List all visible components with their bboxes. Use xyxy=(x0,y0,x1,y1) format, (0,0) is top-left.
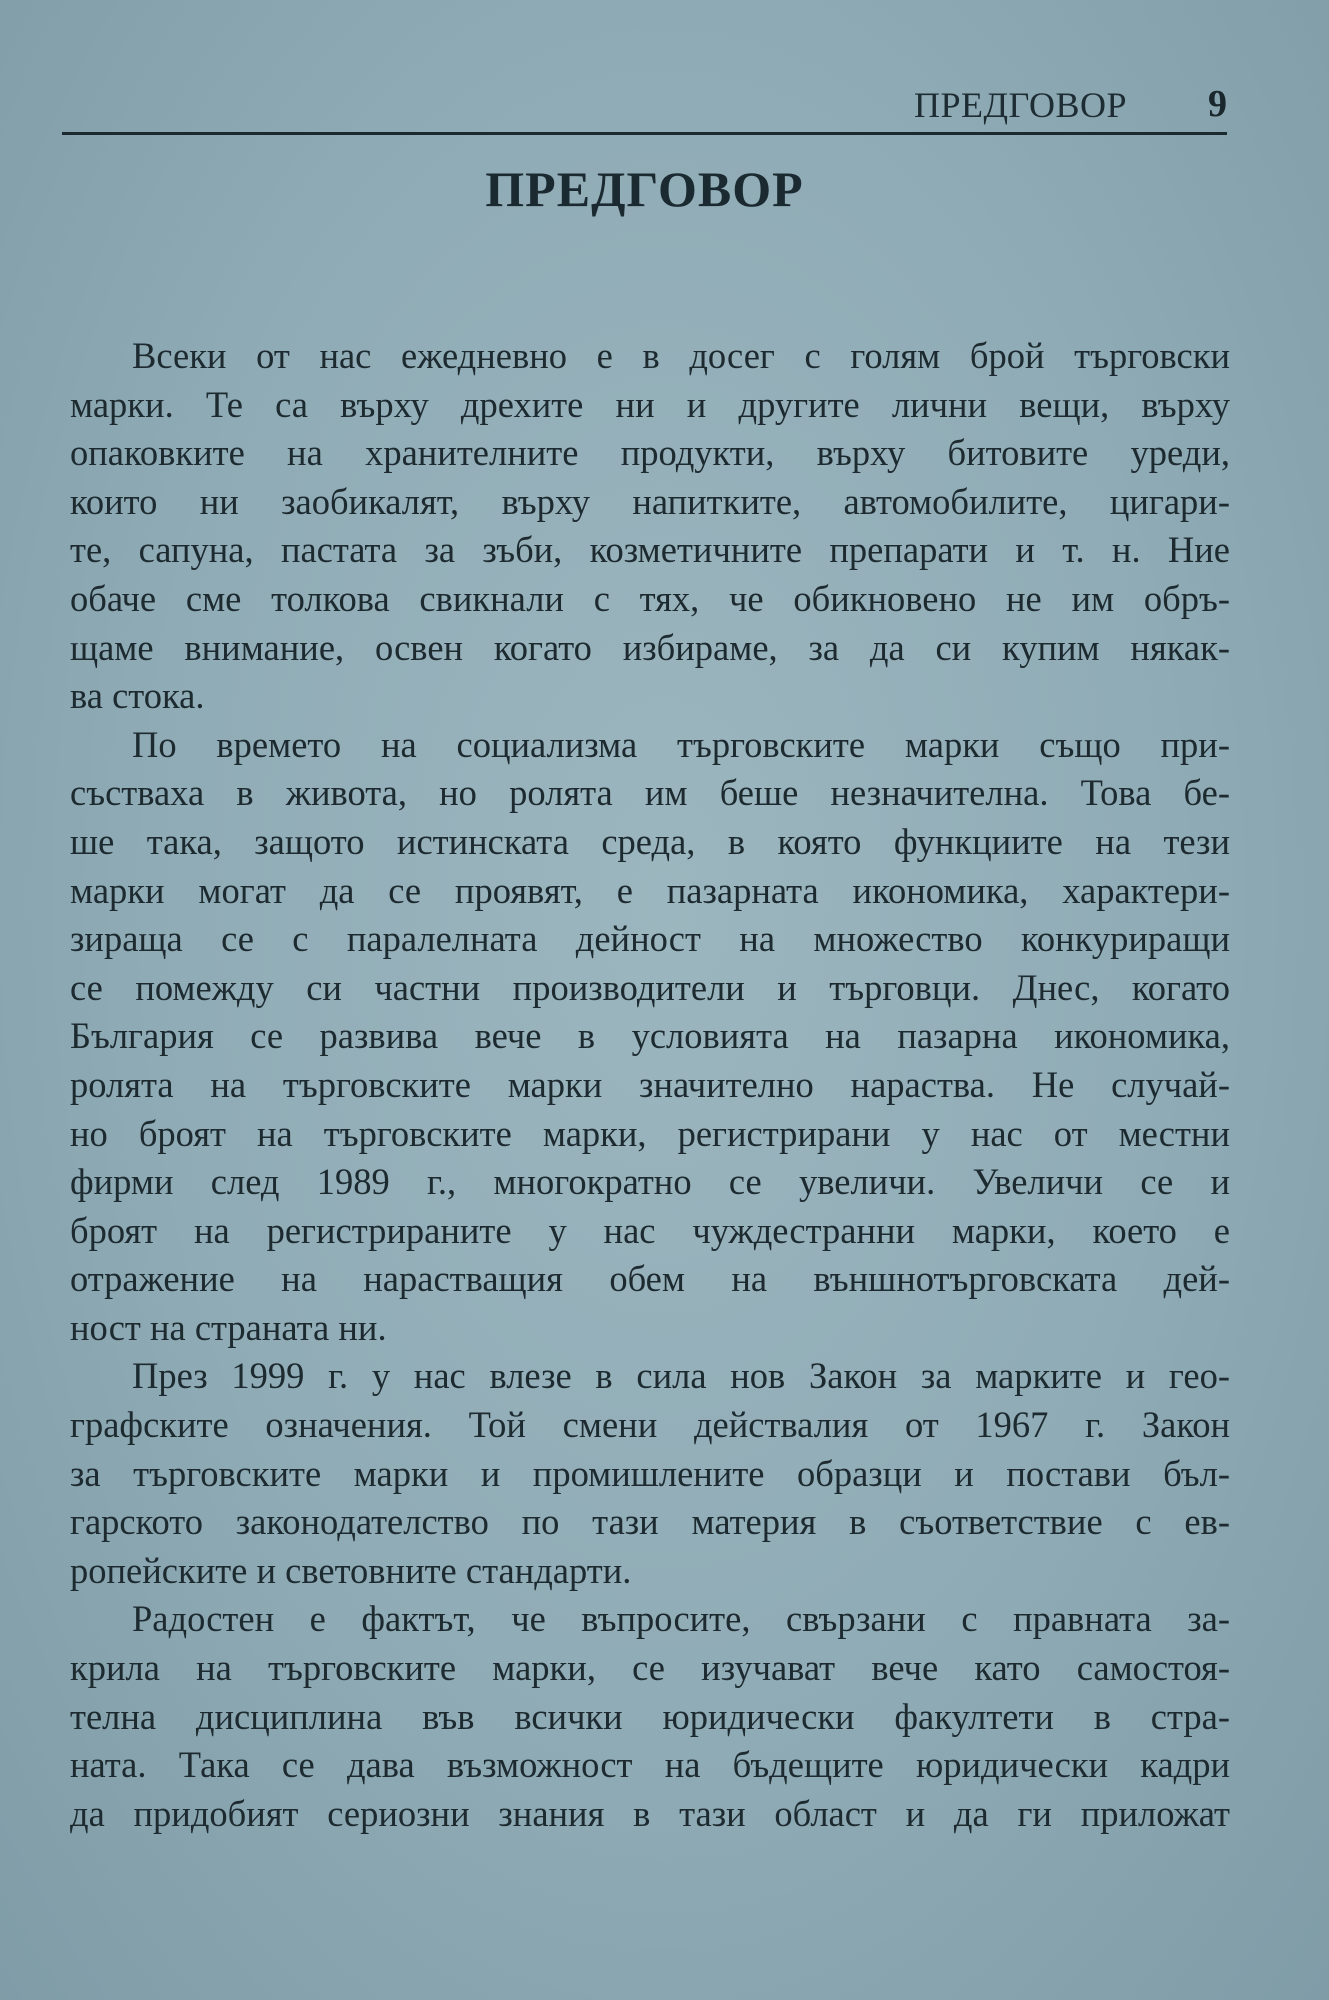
text-line: опаковките на хранителните продукти, върху битовите уреди, xyxy=(70,432,1230,474)
text-line: щаме внимание, освен когато избираме, за да си купим някак- xyxy=(70,626,1230,668)
text-line: марки. Те са върху дрехите ни и другите лични вещи, върху xyxy=(70,383,1230,425)
text-line: ролята на търговските марки значително нараства. Не случай- xyxy=(70,1063,1230,1105)
text-line: ше така, защото истинската среда, в която функциите на тези xyxy=(70,820,1230,862)
text-line: състваха в живота, но ролята им беше незначителна. Това бе- xyxy=(70,772,1230,814)
text-line: крила на търговските марки, се изучават вече като самостоя- xyxy=(70,1647,1230,1689)
text-line: България се развива вече в условията на пазарна икономика, xyxy=(70,1015,1230,1057)
text-line: ната. Така се дава възможност на бъдещите юридически кадри xyxy=(70,1744,1230,1786)
paragraph xyxy=(70,1352,1230,1595)
text-line: ност на страната ни. xyxy=(70,1306,387,1348)
text-line: По времето на социализма търговските марки също при- xyxy=(132,723,1230,765)
text-line: те, сапуна, пастата за зъби, козметичните препарати и т. н. Ние xyxy=(70,529,1230,571)
text-line: за търговските марки и промишлените образци и постави бъл- xyxy=(70,1452,1230,1494)
text-line: ропейските и световните стандарти. xyxy=(70,1549,632,1591)
paragraph xyxy=(70,721,1230,1353)
text-line: Всеки от нас ежедневно е в досег с голям брой търговски xyxy=(132,335,1230,376)
text-line: отражение на нарастващия обем на външнотърговската дей- xyxy=(70,1258,1230,1300)
text-line: През 1999 г. у нас влезе в сила нов Закон за марките и гео- xyxy=(132,1355,1230,1397)
chapter-title: ПРЕДГОВОР xyxy=(485,161,804,217)
text-line: Радостен е фактът, че въпросите, свързани с правната за- xyxy=(132,1598,1230,1640)
text-line: марки могат да се проявят, е пазарната икономика, характери- xyxy=(70,869,1230,911)
text-line: телна дисциплина във всички юридически факултети в стра- xyxy=(70,1695,1230,1737)
text-line: ва стока. xyxy=(70,675,205,717)
body-text xyxy=(70,332,1230,1838)
text-line: които ни заобикалят, върху напитките, автомобилите, цигари- xyxy=(70,480,1230,522)
text-line: обаче сме толкова свикнали с тях, че обикновено не им обръ- xyxy=(70,577,1230,619)
text-line: броят на регистрираните у нас чуждестранни марки, което е xyxy=(70,1209,1230,1251)
text-line: но броят на търговските марки, регистрирани у нас от местни xyxy=(70,1112,1230,1154)
running-title: ПРЕДГОВОР xyxy=(913,85,1127,125)
text-line: графските означения. Той смени действалия от 1967 г. Закон xyxy=(70,1404,1230,1446)
text-line: да придобият сериозни знания в тази област и да ги приложат xyxy=(70,1792,1230,1834)
text-line: се помежду си частни производители и търговци. Днес, когато xyxy=(70,966,1230,1008)
text-line: гарското законодателство по тази материя в съответствие с ев- xyxy=(70,1501,1230,1543)
page-number: 9 xyxy=(1208,83,1227,125)
paragraph xyxy=(70,1595,1230,1838)
running-header xyxy=(62,80,1227,135)
text-line: зираща се с паралелната дейност на множество конкуриращи xyxy=(70,918,1230,960)
paragraph xyxy=(70,332,1230,721)
text-line: фирми след 1989 г., многократно се увеличи. Увеличи се и xyxy=(70,1161,1230,1203)
